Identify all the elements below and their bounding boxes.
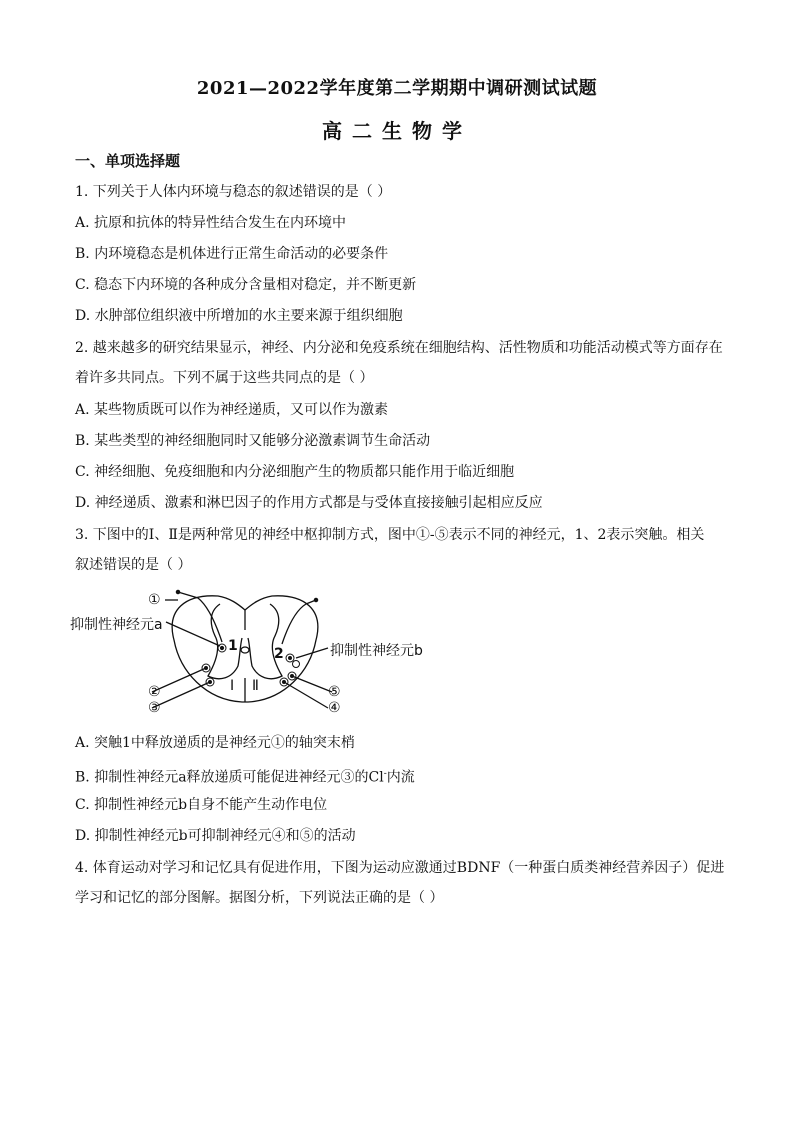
question-2-stem-line1: 2. 越来越多的研究结果显示，神经、内分泌和免疫系统在细胞结构、活性物质和功能活动模式等方面存在: [75, 340, 723, 356]
inhibitory-neuron-a-label: 抑制性神经元a: [70, 617, 163, 633]
mode-I-label: Ⅰ: [230, 678, 235, 694]
synapse-1-label: 1: [228, 638, 238, 654]
question-1-stem: 1. 下列关于人体内环境与稳态的叙述错误的是（ ）: [75, 184, 392, 200]
subject-title: 高二生物学: [322, 119, 472, 143]
spinal-cord-diagram: [70, 586, 430, 720]
neuron-2-label: ②: [148, 684, 161, 700]
neuron-5-label: ⑤: [328, 684, 341, 700]
neuron-4-label: ④: [328, 700, 341, 716]
question-4-stem-line2: 学习和记忆的部分图解。据图分析，下列说法正确的是（ ）: [75, 890, 444, 906]
neuron-1-label: ①: [148, 592, 161, 608]
chloride-charge: -: [383, 769, 387, 779]
question-1-option-d: D. 水肿部位组织液中所增加的水主要来源于组织细胞: [75, 308, 403, 324]
question-2-option-c: C. 神经细胞、免疫细胞和内分泌细胞产生的物质都只能作用于临近细胞: [75, 464, 515, 480]
question-3-stem-line2: 叙述错误的是（ ）: [75, 557, 192, 573]
question-1-option-b: B. 内环境稳态是机体进行正常生命活动的必要条件: [75, 246, 389, 262]
question-2-stem-line2: 着许多共同点。下列不属于这些共同点的是（ ）: [75, 370, 374, 386]
inhibitory-neuron-b-label: 抑制性神经元b: [330, 643, 423, 659]
question-2-option-a: A. 某些物质既可以作为神经递质，又可以作为激素: [75, 402, 389, 418]
question-3-option-b: [75, 764, 735, 788]
question-3-option-c: C. 抑制性神经元b自身不能产生动作电位: [75, 797, 328, 813]
section-heading: 一、单项选择题: [75, 152, 181, 170]
question-3-option-d: D. 抑制性神经元b可抑制神经元④和⑤的活动: [75, 828, 356, 844]
question-3-stem-line1: 3. 下图中的Ⅰ、Ⅱ是两种常见的神经中枢抑制方式，图中①-⑤表示不同的神经元，1、2表示突触。相关: [75, 527, 705, 543]
neuron-3-label: ③: [148, 700, 161, 716]
question-1-option-a: A. 抗原和抗体的特异性结合发生在内环境中: [75, 215, 347, 231]
exam-title: 2021—2022学年度第二学期期中调研测试试题: [196, 78, 598, 99]
question-3-option-a: A. 突触1中释放递质的是神经元①的轴突末梢: [75, 735, 355, 751]
mode-II-label: Ⅱ: [252, 678, 259, 694]
question-4-stem-line1: 4. 体育运动对学习和记忆具有促进作用，下图为运动应激通过BDNF（一种蛋白质类神经营养因子）促进: [75, 860, 725, 876]
option-b-text: B. 抑制性神经元a释放递质可能促进神经元③的Cl: [75, 769, 384, 786]
option-b-text-end: 内流: [386, 769, 415, 786]
question-2-option-b: B. 某些类型的神经细胞同时又能够分泌激素调节生命活动: [75, 433, 431, 449]
synapse-2-label: 2: [274, 646, 284, 662]
question-1-option-c: C. 稳态下内环境的各种成分含量相对稳定，并不断更新: [75, 277, 417, 293]
question-2-option-d: D. 神经递质、激素和淋巴因子的作用方式都是与受体直接接触引起相应反应: [75, 495, 543, 511]
